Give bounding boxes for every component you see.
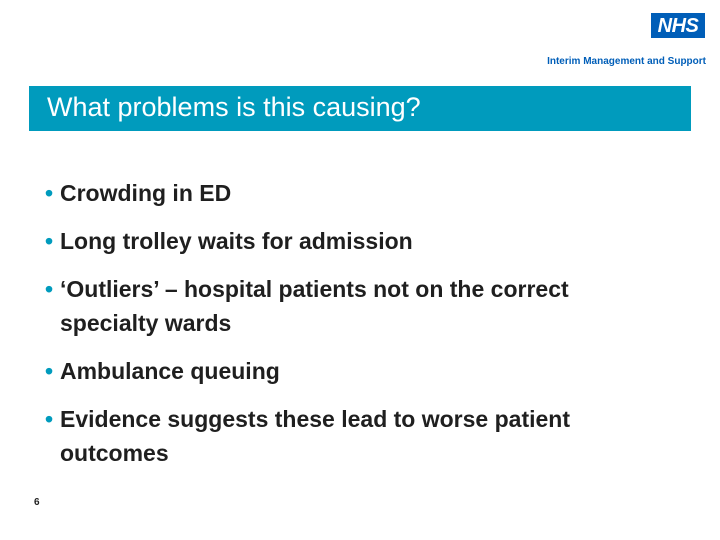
slide-title: What problems is this causing? (47, 92, 421, 122)
bullet-marker: • (45, 406, 54, 432)
bullet-item (45, 354, 645, 388)
bullet-text: Ambulance queuing (60, 358, 280, 384)
bullet-text: ‘Outliers’ – hospital patients not on the correct specialty wards (60, 276, 569, 336)
nhs-logo (651, 13, 705, 38)
bullet-item (45, 176, 645, 210)
bullet-text: Crowding in ED (60, 180, 232, 206)
bullet-marker: • (45, 180, 54, 206)
nhs-logo-text: NHS (657, 14, 699, 37)
bullet-item (45, 272, 645, 340)
bullet-list (45, 176, 645, 484)
bullet-item (45, 224, 645, 258)
bullet-text: Long trolley waits for admission (60, 228, 413, 254)
bullet-marker: • (45, 228, 54, 254)
bullet-text: Evidence suggests these lead to worse patient outcomes (60, 406, 570, 466)
title-bar (29, 86, 691, 131)
page-number: 6 (34, 497, 40, 508)
bullet-item (45, 402, 645, 470)
bullet-marker: • (45, 276, 54, 302)
bullet-marker: • (45, 358, 54, 384)
organisation-name: Interim Management and Support (547, 56, 706, 67)
